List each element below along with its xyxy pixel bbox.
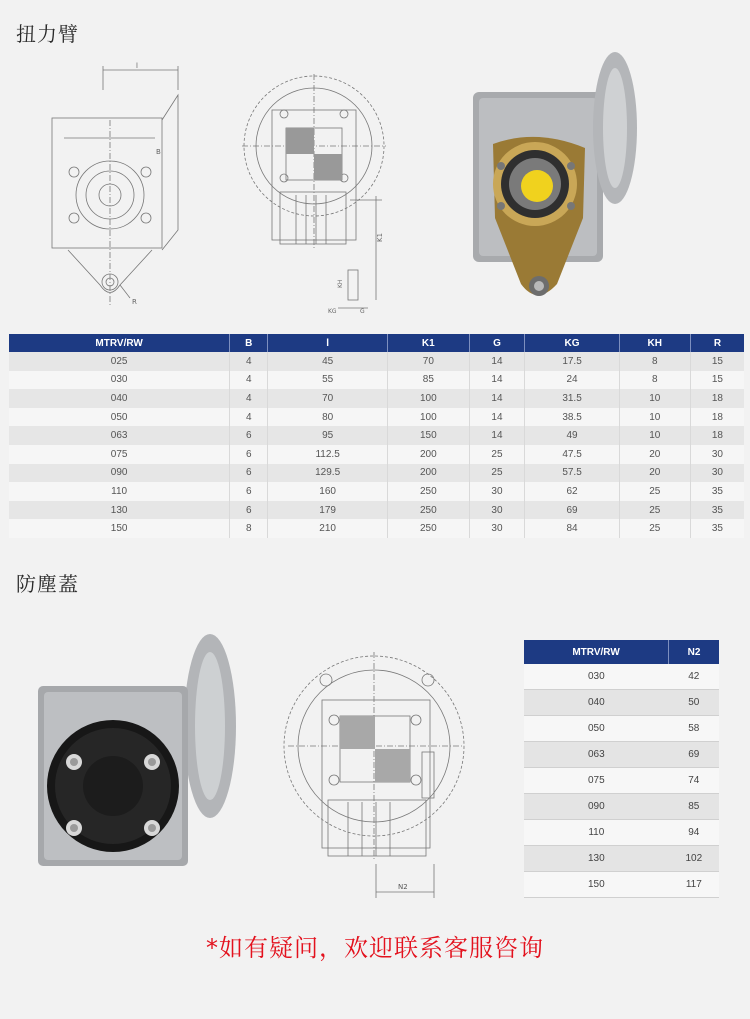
table-cell: 102 [669,846,719,872]
col-header: KG [525,334,619,352]
table-cell: 17.5 [525,352,619,371]
table-cell: 20 [619,445,690,464]
table-cell: 210 [268,519,388,538]
table-cell: 35 [690,482,744,501]
table-cell: 30 [469,519,525,538]
table-cell: 74 [669,768,719,794]
table-cell: 4 [230,352,268,371]
table-row [524,794,719,820]
table-cell: 6 [230,482,268,501]
table-cell: 14 [469,426,525,445]
table-cell: 25 [619,519,690,538]
table-cell: 18 [690,389,744,408]
table-cell: 10 [619,389,690,408]
contact-note: *如有疑问，欢迎联系客服咨询 [206,934,544,962]
label-kh: KH [337,279,344,288]
torque-arm-side-drawing [40,60,200,320]
col-header: MTRV/RW [9,334,230,352]
table-cell: 160 [268,482,388,501]
table-cell: 8 [619,371,690,390]
table-cell: 95 [268,426,388,445]
label-n2: N2 [398,883,408,891]
col-header: R [690,334,744,352]
col-header: K1 [388,334,469,352]
table-cell: 8 [619,352,690,371]
dust-cover-spec-table [524,640,719,898]
table-cell: 45 [268,352,388,371]
col-header: l [268,334,388,352]
table-cell: 4 [230,389,268,408]
table-cell: 30 [690,464,744,483]
table-cell: 14 [469,408,525,427]
table-cell: 030 [9,371,230,390]
section-title-torque-arm: 扭力臂 [16,22,79,46]
table-cell: 80 [268,408,388,427]
table-cell: 85 [669,794,719,820]
table-cell: 38.5 [525,408,619,427]
label-l: l [136,62,138,70]
table-cell: 090 [9,464,230,483]
table-row [524,716,719,742]
table-cell: 10 [619,426,690,445]
col-header: G [469,334,525,352]
table-cell: 025 [9,352,230,371]
table-cell: 8 [230,519,268,538]
table-cell: 040 [524,690,669,716]
label-r: R [132,298,137,306]
table-cell: 110 [9,482,230,501]
table-cell: 110 [524,820,669,846]
table-cell: 15 [690,371,744,390]
table-cell: 25 [619,482,690,501]
dust-cover-drawing [282,640,482,902]
table-row [9,389,744,408]
col-header: B [230,334,268,352]
table-row [524,872,719,898]
table-cell: 100 [388,408,469,427]
table-cell: 10 [619,408,690,427]
section-title-dust-cover: 防塵蓋 [16,572,79,596]
dust-cover-product-photo [34,630,244,870]
table-cell: 150 [9,519,230,538]
label-kg: KG [328,308,337,315]
table-cell: 25 [469,445,525,464]
table-cell: 47.5 [525,445,619,464]
table-cell: 25 [619,501,690,520]
table-row [9,501,744,520]
table-cell: 20 [619,464,690,483]
table-cell: 55 [268,371,388,390]
table-cell: 4 [230,408,268,427]
table-cell: 112.5 [268,445,388,464]
col-header: MTRV/RW [524,640,669,664]
table-cell: 25 [469,464,525,483]
table-cell: 57.5 [525,464,619,483]
table-cell: 62 [525,482,619,501]
table-cell: 250 [388,482,469,501]
table-row [9,426,744,445]
table-cell: 063 [524,742,669,768]
table-cell: 250 [388,519,469,538]
table-cell: 030 [524,664,669,690]
table-cell: 050 [524,716,669,742]
table-cell: 130 [9,501,230,520]
table-cell: 42 [669,664,719,690]
table-cell: 050 [9,408,230,427]
table-cell: 4 [230,371,268,390]
table-header-row [524,640,719,664]
col-header: KH [619,334,690,352]
table-cell: 130 [524,846,669,872]
table-header-row [9,334,744,352]
table-row [9,482,744,501]
table-cell: 18 [690,408,744,427]
torque-arm-front-drawing [236,70,406,320]
table-cell: 30 [469,501,525,520]
table-cell: 70 [268,389,388,408]
table-row [524,742,719,768]
table-row [524,664,719,690]
table-cell: 15 [690,352,744,371]
table-row [524,820,719,846]
table-cell: 35 [690,501,744,520]
table-row [524,846,719,872]
table-cell: 94 [669,820,719,846]
table-cell: 063 [9,426,230,445]
table-cell: 6 [230,445,268,464]
table-row [9,445,744,464]
table-cell: 30 [690,445,744,464]
table-cell: 040 [9,389,230,408]
table-cell: 30 [469,482,525,501]
label-k1: K1 [376,232,384,242]
table-row [9,519,744,538]
table-cell: 117 [669,872,719,898]
table-cell: 35 [690,519,744,538]
table-cell: 129.5 [268,464,388,483]
table-cell: 200 [388,464,469,483]
table-cell: 14 [469,352,525,371]
label-g: G [360,308,365,315]
label-b: B [156,148,161,156]
table-cell: 49 [525,426,619,445]
table-cell: 6 [230,426,268,445]
table-cell: 14 [469,371,525,390]
table-row [524,768,719,794]
table-row [9,464,744,483]
table-cell: 58 [669,716,719,742]
torque-arm-product-photo [465,48,645,316]
table-cell: 18 [690,426,744,445]
table-cell: 150 [524,872,669,898]
table-cell: 6 [230,501,268,520]
table-row [9,408,744,427]
table-cell: 250 [388,501,469,520]
table-cell: 84 [525,519,619,538]
table-cell: 31.5 [525,389,619,408]
table-row [9,371,744,390]
table-cell: 6 [230,464,268,483]
table-cell: 70 [388,352,469,371]
table-cell: 200 [388,445,469,464]
table-cell: 50 [669,690,719,716]
table-row [524,690,719,716]
table-cell: 075 [9,445,230,464]
table-cell: 85 [388,371,469,390]
table-cell: 075 [524,768,669,794]
table-cell: 14 [469,389,525,408]
table-cell: 100 [388,389,469,408]
torque-arm-spec-table [9,334,744,538]
table-cell: 150 [388,426,469,445]
table-cell: 24 [525,371,619,390]
table-cell: 69 [525,501,619,520]
col-header: N2 [669,640,719,664]
table-cell: 179 [268,501,388,520]
table-cell: 69 [669,742,719,768]
table-row [9,352,744,371]
table-cell: 090 [524,794,669,820]
